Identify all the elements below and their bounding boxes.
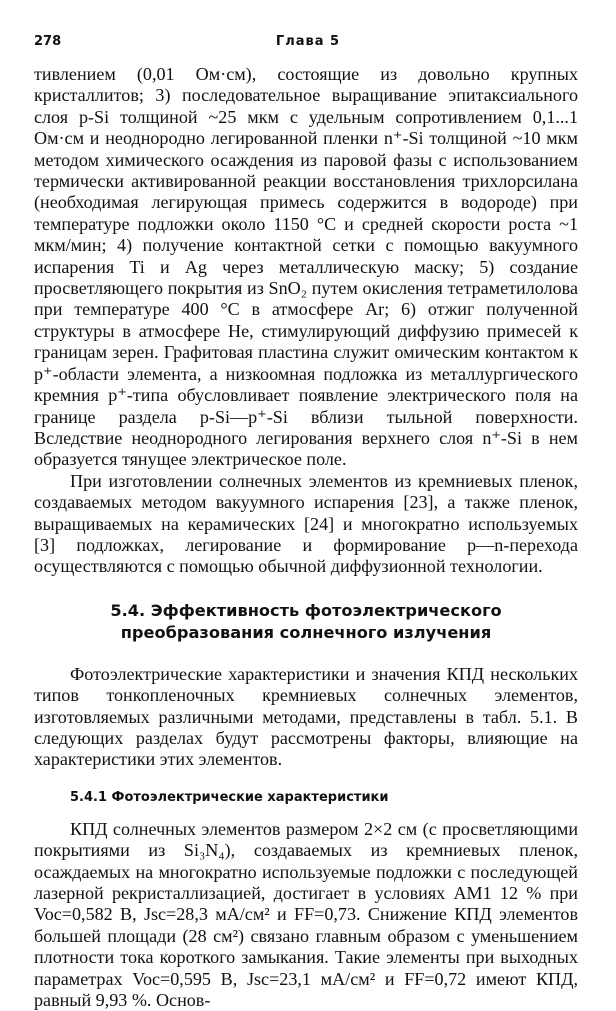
paragraph: КПД солнечных элементов размером 2×2 см (с просветляющими покрытиями из Si₃N₄), создаваемых из кремниевых пленок, осаждаемых на многократно используемые подложки с последующей лазерной рекристаллизацией, достигает в условиях AM1 12 % при Voc=0,582 В, Jsc=28,3 мА/см² и FF=0,73. Снижение КПД элементов большей площади (28 см²) связано главным образом с уменьшением плотности тока короткого замыкания. Такие элементы при выходных параметрах Voc=0,595 В, Jsc=23,1 мА/см² и FF=0,72 имеют КПД, равный 9,93 %. Основ-: [34, 818, 578, 1011]
section-heading: [34, 600, 578, 644]
subsection-number: 5.4.1: [70, 789, 108, 805]
section-title-line1: Эффективность фотоэлектрического: [150, 600, 502, 620]
page-number: 278: [34, 34, 62, 49]
page-header: [34, 34, 582, 54]
paragraph: При изготовлении солнечных элементов из кремниевых пленок, создаваемых методом вакуумного испарения [23], а также пленок, выращиваемых на керамических [24] и многократно используемых [3] подложках, легирование и формирование p—n-перехода осуществляются с помощью обычной диффузионной технологии.: [34, 470, 578, 577]
section-number: 5.4.: [110, 600, 146, 620]
subsection-heading: [70, 789, 578, 807]
paragraph: Фотоэлектрические характеристики и значения КПД нескольких типов тонкопленочных кремниевых солнечных элементов, изготовляемых различными методами, представлены в табл. 5.1. В следующих разделах будут рассмотрены факторы, влияющие на характеристики этих элементов.: [34, 663, 578, 770]
paragraph-continued: тивлением (0,01 Ом·см), состоящие из довольно крупных кристаллитов; 3) последовательное выращивание эпитаксиального слоя p-Si толщиной ~25 мкм с удельным сопротивлением 0,1...1 Ом·см и неоднородно легированной пленки n⁺-Si толщиной ~10 мкм методом химического осаждения из паровой фазы с использованием термически активированной реакции восстановления трихлорсилана (необходимая легирующая примесь содержится в водороде) при температуре подложки около 1150 °С и средней скорости роста ~1 мкм/мин; 4) получение контактной сетки с помощью вакуумного испарения Ti и Ag через металлическую маску; 5) создание просветляющего покрытия из SnO₂ путем окисления тетраметилолова при температуре 400 °С в атмосфере Ar; 6) отжиг полученной структуры в атмосфере He, стимулирующий диффузию примесей к границам зерен. Графитовая пластина служит омическим контактом к p⁺-области элемента, а низкоомная подложка из металлургического кремния p⁺-типа обусловливает появление электрического поля на границе раздела p-Si—p⁺-Si вблизи тыльной поверхности. Вследствие неоднородного легирования верхнего слоя n⁺-Si в нем образуется тянущее электрическое поле.: [34, 64, 578, 470]
page-body: [34, 64, 578, 1011]
subsection-title: Фотоэлектрические характеристики: [111, 789, 389, 805]
chapter-title: Глава 5: [275, 34, 341, 49]
section-title-line2: преобразования солнечного излучения: [120, 622, 492, 642]
